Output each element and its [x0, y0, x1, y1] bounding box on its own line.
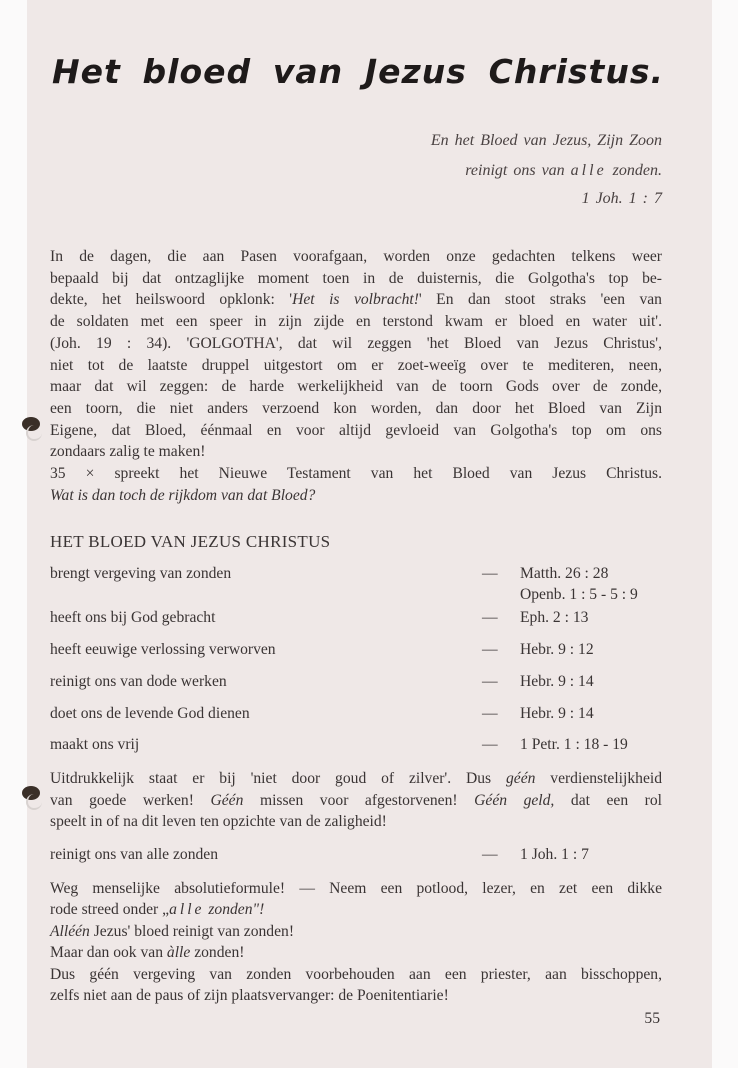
text-line — [50, 399, 662, 419]
text-line — [50, 812, 662, 832]
punch-hole-mark — [22, 417, 40, 431]
emphasis-text: alle — [169, 901, 205, 919]
emphasis-text: zonden — [204, 901, 253, 919]
text-segment: zondaars zalig te maken! — [50, 443, 206, 461]
text-line — [50, 922, 662, 942]
list-item — [50, 673, 670, 691]
text-line — [50, 486, 662, 506]
list-item — [50, 736, 670, 754]
text-segment: van goede werken! — [50, 791, 211, 809]
text-line — [50, 377, 662, 397]
dash: — — [482, 565, 498, 582]
dash: — — [482, 736, 498, 753]
text-segment: Uitdrukkelijk staat er bij 'niet door goud of zilver'. Dus — [50, 770, 506, 787]
dash: — — [482, 609, 498, 626]
scripture-reference: 1 Petr. 1 : 18 - 19 — [520, 736, 628, 753]
list-item — [50, 609, 670, 627]
scripture-reference: Hebr. 9 : 12 — [520, 641, 594, 658]
list-item-text: reinigt ons van alle zonden — [50, 846, 219, 863]
text-segment: Dus géén vergeving van zonden voorbehouden aan een priester, aan bisschoppen, — [50, 965, 662, 983]
text-segment: Weg menselijke absolutieformule! — Neem een potlood, lezer, en zet een dikke — [50, 880, 662, 897]
emphasis-text: àlle — [166, 944, 191, 962]
emphasis-text: "! — [252, 901, 265, 919]
list-item — [50, 565, 670, 603]
text-segment: In de dagen, die aan Pasen voorafgaan, worden onze gedachten telkens weer — [50, 248, 662, 265]
text-segment: maar dat wil zeggen: de harde werkelijkheid van de toorn Gods over de zonde, — [50, 378, 662, 396]
text-line — [50, 464, 662, 484]
text-segment: zonden! — [190, 944, 245, 962]
text-segment: Maar dan ook van — [50, 944, 167, 962]
list-item-text: reinigt ons van dode werken — [50, 673, 227, 690]
scripture-reference: Openb. 1 : 5 - 5 : 9 — [520, 586, 638, 603]
text-segment: ' En dan stoot straks 'een van — [418, 291, 662, 309]
list-item — [50, 641, 670, 659]
epigraph-text: reinigt ons van — [465, 162, 571, 179]
text-segment: bepaald bij dat ontzaglijke moment toen in de duisternis, die Golgotha's top be- — [50, 269, 662, 287]
list-item-text: doet ons de levende God dienen — [50, 705, 250, 722]
scripture-reference: 1 Joh. 1 : 7 — [520, 846, 589, 863]
list-item-text: heeft eeuwige verlossing verworven — [50, 641, 276, 658]
epigraph-line — [465, 162, 662, 180]
text-line — [50, 879, 662, 899]
text-line — [50, 269, 662, 289]
section-heading: HET BLOED VAN JEZUS CHRISTUS — [50, 532, 331, 551]
dash: — — [482, 846, 498, 863]
dash: — — [482, 641, 498, 658]
text-segment: rode streed onder „ — [50, 901, 170, 919]
emphasis-text: Alléén — [50, 922, 90, 940]
text-line — [50, 943, 662, 963]
list-item — [50, 705, 670, 723]
scripture-reference: Eph. 2 : 13 — [520, 609, 589, 626]
text-segment: dekte, het heilswoord opklonk: ' — [50, 291, 293, 309]
emphasis-text: Het is volbracht! — [292, 291, 419, 309]
text-segment: dat een rol — [554, 791, 662, 809]
text-line — [50, 965, 662, 985]
emphasis-text: Wat is dan toch de rijkdom van dat Bloed? — [50, 486, 316, 504]
list-item-text: brengt vergeving van zonden — [50, 565, 232, 582]
scripture-reference: Hebr. 9 : 14 — [520, 673, 594, 690]
text-segment: zelfs niet aan de paus of zijn plaatsvervanger: de Poenitentiarie! — [50, 987, 449, 1004]
text-line — [50, 247, 662, 267]
text-line — [50, 356, 662, 376]
text-segment: (Joh. 19 : 34). 'GOLGOTHA', dat wil zeggen 'het Bloed van Jezus Christus', — [50, 334, 662, 352]
page-title: Het bloed van Jezus Christus. — [52, 52, 664, 91]
text-segment: 35 × spreekt het Nieuwe Testament van het Bloed van Jezus Christus. — [50, 465, 662, 482]
text-line — [50, 900, 662, 920]
epigraph-line: En het Bloed van Jezus, Zijn Zoon — [430, 132, 662, 149]
emphasis-text: Géén — [210, 791, 244, 809]
emphasis-text: Géén geld, — [474, 791, 555, 809]
text-segment: speelt in of na dit leven ten opzichte van de zaligheid! — [50, 813, 387, 831]
text-line — [50, 334, 662, 354]
text-line — [50, 290, 662, 310]
epigraph-reference: 1 Joh. 1 : 7 — [581, 190, 662, 207]
epigraph-emphasis: alle — [570, 162, 607, 179]
list-item-text: maakt ons vrij — [50, 736, 140, 753]
epigraph-text: zonden. — [606, 162, 662, 179]
list-item-text: heeft ons bij God gebracht — [50, 609, 216, 626]
punch-hole-mark — [22, 786, 40, 800]
text-line — [50, 312, 662, 332]
text-segment: niet tot de laatste druppel uitgestort om er zoet-weeïg over te mediteren, neen, — [50, 356, 662, 374]
text-line — [50, 986, 662, 1006]
scripture-reference: Matth. 26 : 28 — [520, 565, 609, 582]
dash: — — [482, 705, 498, 722]
text-line — [50, 791, 662, 811]
text-segment: verdienstelijkheid — [535, 770, 662, 787]
scripture-reference: Hebr. 9 : 14 — [520, 705, 594, 722]
list-item-final — [50, 846, 670, 864]
text-segment: missen voor afgestorvenen! — [243, 791, 475, 809]
text-line — [50, 421, 662, 441]
text-segment: een toorn, die niet anders verzoend kon worden, dan door het Bloed van Zijn — [50, 399, 662, 417]
dash: — — [482, 673, 498, 690]
page-number: 55 — [644, 1010, 660, 1027]
text-line — [50, 442, 662, 462]
text-segment: de soldaten met een speer in zijn zijde en terstond kwam er bloed en water uit'. — [50, 313, 662, 331]
text-segment: Jezus' bloed reinigt van zonden! — [89, 922, 295, 940]
text-line — [50, 769, 662, 789]
text-segment: Eigene, dat Bloed, éénmaal en voor altijd gevloeid van Golgotha's top om ons — [50, 421, 662, 439]
emphasis-text: géén — [505, 770, 536, 787]
